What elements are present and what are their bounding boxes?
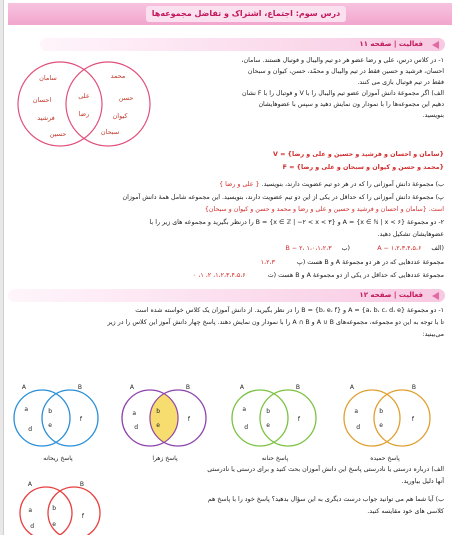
s2-line: تا با توجه به این دو مجموعه، مجموعه‌های A ∪ B و A ∩ B را با نمودار ون نمایش دهند. پاسخ چهار دانش آموز این کلاس را در زیر xyxy=(107,319,444,326)
q2-c xyxy=(4,258,444,267)
triangle-marker-icon xyxy=(432,41,439,49)
q2-line: ۲- دو مجموعهٔ A = {x ∈ ℕ | x < ۶} و B = {x ∈ ℤ | −۲ < x < ۳} را درنظر بگیرید و مجموعه های زیر را با xyxy=(149,219,444,226)
q1-line: بنویسید. xyxy=(422,112,444,119)
venn-answer-hamideh xyxy=(340,383,435,453)
svg-text:f: f xyxy=(81,513,84,520)
q2-c-text: مجموعهٔ عددهایی که در هر دو مجموعهٔ A و B هست (پ xyxy=(296,259,444,266)
q1-b-question: ب) مجموعهٔ دانش آموزانی را که در هر دو تیم عضویت دارند، بنویسید. xyxy=(261,181,444,188)
q2-b xyxy=(150,244,350,253)
venn-answer-hananeh xyxy=(230,383,320,453)
activity-label: فعالیت | صفحه ۱۲ xyxy=(359,291,423,299)
answer-set-f: {محمد و حسن و کیوان و سبحان و علی و رضا} = F xyxy=(282,164,444,171)
page-edge xyxy=(0,0,4,535)
q2-a-label: (الف xyxy=(431,245,444,252)
s2-line: ۱- دو مجموعهٔ A = {a، b، c، d، e} و B = {b، e، f} را در نظر بگیرید. از دانش آموزان یک کلاس خواسته شده است xyxy=(135,307,444,314)
venn-right-item: کیوان xyxy=(112,112,128,120)
venn-center-item: رضا xyxy=(78,110,90,118)
q1-line: ۱- در کلاس درس، علی و رضا عضو هر دو تیم والیبال و فوتبال هستند. سامان، xyxy=(241,57,444,64)
q1-part-b xyxy=(4,180,444,189)
q1-line: دهیم این مجموعه‌ها را با نمودار ون نمایش دهید و سپس با عضوهایشان xyxy=(258,101,444,108)
svg-text:b: b xyxy=(52,505,56,512)
venn-right-item: محمد xyxy=(110,72,126,80)
s2-line: می‌بینید: xyxy=(422,331,444,338)
venn-set-label: A xyxy=(349,384,354,391)
activity-banner-page-12 xyxy=(8,289,445,302)
q1-part-p: پ) مجموعهٔ دانش آموزانی را که حداقل در یکی از این دو تیم عضویت دارند، بنویسید. این مجموعه شامل همهٔ دانش آموزان xyxy=(122,194,444,201)
venn-set-label: B xyxy=(185,384,190,391)
venn-set-label: A xyxy=(129,384,134,391)
svg-text:a: a xyxy=(24,406,28,413)
venn-left-item: فرشید xyxy=(37,114,55,122)
svg-text:a: a xyxy=(132,410,136,417)
s2-alef-line: الف) درباره درستی یا نادرستی پاسخ این دانش آموزان بحث کنید و برای درستی یا نادرستی xyxy=(207,466,444,473)
s2-alef-line: آنها دلیل بیاورید. xyxy=(401,478,444,485)
q2-d-text: مجموعهٔ عددهایی که حداقل در یکی از دو مجموعهٔ A و B هست (ت xyxy=(267,272,444,279)
q1-line: فقط در تیم فوتبال بازی می کنند. xyxy=(357,79,444,86)
venn-set-label: B xyxy=(295,384,300,391)
svg-text:e: e xyxy=(156,422,160,429)
q2-b-value: B − ۲، ۱،۰،۱،۲،۳ xyxy=(285,245,332,252)
q1-b-answer: { علی و رضا } xyxy=(219,181,260,188)
svg-text:d: d xyxy=(244,424,248,431)
svg-text:f: f xyxy=(297,416,300,423)
svg-text:b: b xyxy=(48,408,52,415)
svg-text:a: a xyxy=(242,406,246,413)
svg-text:e: e xyxy=(52,521,56,528)
venn-left-item: سامان xyxy=(39,74,57,82)
q1-line: احسان، فرشید و حسین فقط در تیم والیبال و محمّد، حسن، کیوان و سبحان xyxy=(247,68,444,75)
q2-b-label: (ب xyxy=(341,245,350,252)
svg-text:b: b xyxy=(266,408,270,415)
q2-c-value: ۱،۲،۳ xyxy=(260,259,275,266)
activity-banner-page-11 xyxy=(40,38,445,51)
s2-be-line: کلاسی های خود مقایسه کنید. xyxy=(367,508,444,515)
venn-set-label: A xyxy=(27,481,32,488)
venn-set-label: B xyxy=(79,481,84,488)
venn-diagram-teams xyxy=(14,58,154,150)
venn-set-label: A xyxy=(21,384,26,391)
svg-text:d: d xyxy=(134,424,138,431)
venn-set-label: B xyxy=(411,384,416,391)
q2-d xyxy=(4,271,444,280)
venn-set-label: A xyxy=(239,384,244,391)
q2-a-value: A − ۱،۲،۳،۴،۵،۶ xyxy=(377,245,422,252)
q1-line: الف) اگر مجموعهٔ دانش آموزان عضو تیم والیبال را با V و فوتبال را با F نشان xyxy=(241,90,444,97)
svg-text:f: f xyxy=(79,416,82,423)
q2-line: عضوهایشان تشکیل دهید. xyxy=(377,231,444,238)
triangle-marker-icon xyxy=(432,292,439,300)
caption-hananeh: پاسخ حنانه xyxy=(261,455,289,462)
caption-reyhaneh: پاسخ ریحانه xyxy=(43,455,73,462)
venn-left-item: حسین xyxy=(49,130,67,138)
q2-d-value: ۱،۲،۳،۴،۵،۶، ۲، ۱، ۰ xyxy=(192,272,246,279)
svg-text:b: b xyxy=(156,408,160,415)
venn-right-item: حسن xyxy=(118,94,134,102)
venn-right-item: سبحان xyxy=(100,128,120,136)
svg-text:e: e xyxy=(266,422,270,429)
svg-text:b: b xyxy=(379,408,383,415)
svg-text:a: a xyxy=(354,408,358,415)
venn-left-item: احسان xyxy=(32,96,52,104)
venn-set-label: B xyxy=(77,384,82,391)
svg-text:e: e xyxy=(48,422,52,429)
activity-label: فعالیت | صفحه ۱۱ xyxy=(359,40,423,48)
caption-zahra: پاسخ زهرا xyxy=(152,455,178,462)
caption-hamideh: پاسخ حمیده xyxy=(370,455,400,462)
svg-text:d: d xyxy=(28,426,32,433)
s2-be-line: ب) آیا شما هم می توانید جواب درست دیگری به این سؤال بدهید؟ پاسخ خود را با پاسخ هم xyxy=(207,496,444,503)
svg-text:d: d xyxy=(356,424,360,431)
lesson-title: درس سوم: اجتماع، اشتراک و تفاضل مجموعه‌ها xyxy=(146,6,346,22)
venn-answer-extra xyxy=(16,478,106,535)
svg-text:d: d xyxy=(30,523,34,530)
venn-answer-reyhaneh xyxy=(12,383,102,453)
svg-text:f: f xyxy=(411,416,414,423)
svg-text:a: a xyxy=(28,507,32,514)
venn-answer-zahra xyxy=(120,383,210,453)
answer-set-v: {سامان و احسان و فرشید و حسین و علی و رضا} = V xyxy=(273,151,444,158)
svg-text:f: f xyxy=(187,416,190,423)
q1-p-answer: است. {سامان و احسان و فرشید و حسین و علی و رضا و محمد و حسن و کیوان و سبحان} xyxy=(204,206,444,213)
svg-text:e: e xyxy=(379,422,383,429)
venn-center-item: علی xyxy=(78,92,90,100)
